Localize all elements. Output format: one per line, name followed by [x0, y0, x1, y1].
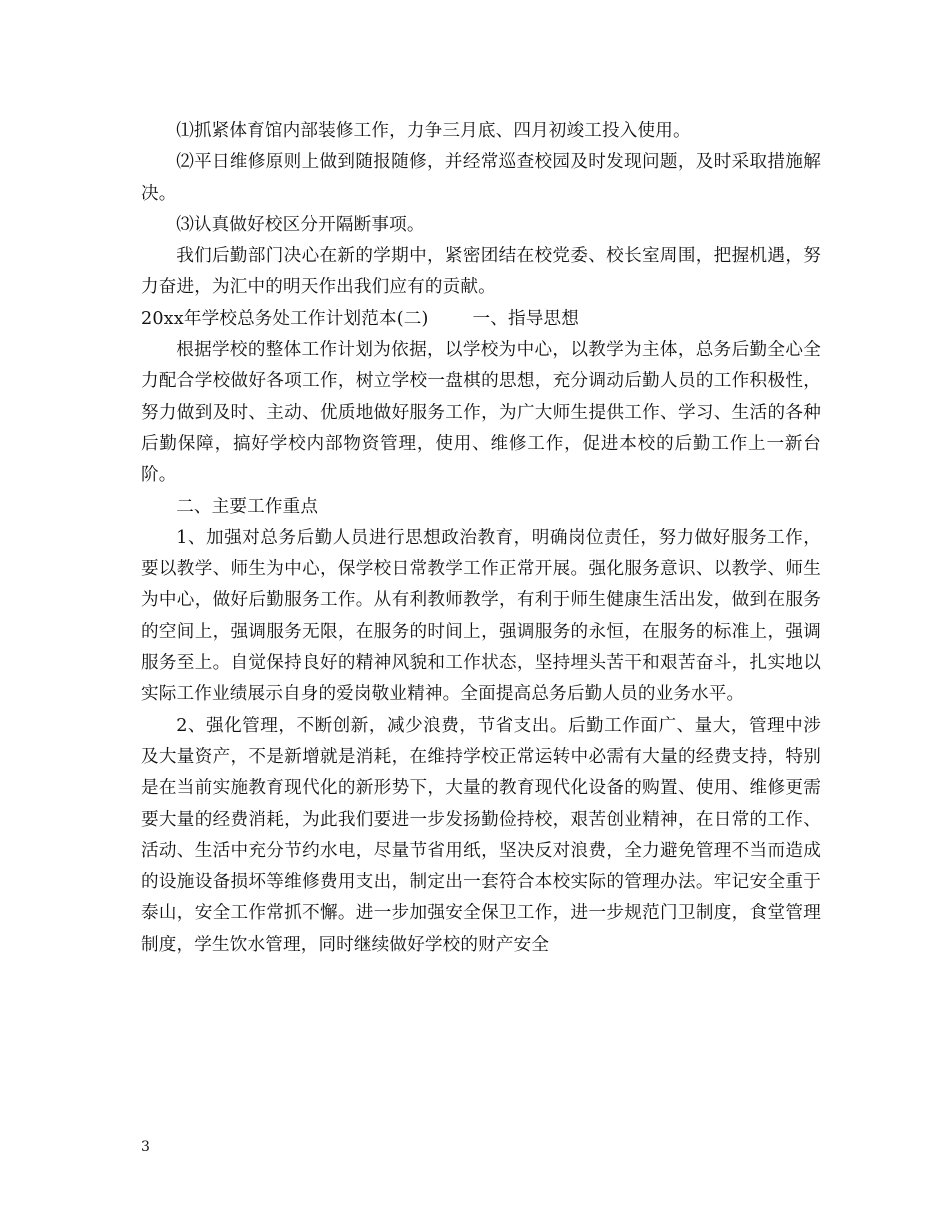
- paragraph-closing: 我们后勤部门决心在新的学期中，紧密团结在校党委、校长室周围，把握机遇，努力奋进，为汇中的明天作出我们应有的贡献。: [141, 246, 821, 298]
- paragraph-item-2: ⑵平日维修原则上做到随报随修，并经常巡查校园及时发现问题，及时采取措施解决。: [141, 152, 821, 204]
- paragraph-item-3: ⑶认真做好校区分开隔断事项。: [176, 214, 425, 235]
- section-title: 20xx年学校总务处工作计划范本(二): [141, 308, 429, 329]
- section-heading-line: [141, 304, 821, 335]
- section-heading-key-work: 二、主要工作重点: [176, 496, 319, 517]
- page-number: 3: [141, 1139, 150, 1155]
- paragraph-guiding-thought: 根据学校的整体工作计划为依据，以学校为中心，以教学为主体，总务后勤全心全力配合学校做好各项工作，树立学校一盘棋的思想，充分调动后勤人员的工作积极性，努力做到及时、主动、优质地做好服务工作，为广大师生提供工作、学习、生活的各种后勤保障，搞好学校内部物资管理，使用、维修工作，促进本校的后勤工作上一新台阶。: [141, 340, 821, 486]
- paragraph-key-work-2: 2、强化管理，不断创新，减少浪费，节省支出。后勤工作面广、量大，管理中涉及大量资产，不是新增就是消耗，在维持学校正常运转中必需有大量的经费支持，特别是在当前实施教育现代化的新形势下，大量的教育现代化设备的购置、使用、维修更需要大量的经费消耗，为此我们要进一步发扬勤俭持校，艰苦创业精神，在日常的工作、活动、生活中充分节约水电，尽量节省用纸，坚决反对浪费，全力避免管理不当而造成的设施设备损坏等维修费用支出，制定出一套符合本校实际的管理办法。牢记安全重于泰山，安全工作常抓不懈。进一步加强安全保卫工作，进一步规范门卫制度，食堂管理制度，学生饮水管理，同时继续做好学校的财产安全: [141, 715, 821, 955]
- section-subtitle: 一、指导思想: [472, 308, 579, 329]
- document-body: [141, 116, 821, 961]
- paragraph-item-1: ⑴抓紧体育馆内部装修工作，力争三月底、四月初竣工投入使用。: [176, 121, 691, 141]
- paragraph-key-work-1: 1、加强对总务后勤人员进行思想政治教育，明确岗位责任，努力做好服务工作，要以教学、师生为中心，保学校日常教学工作正常开展。强化服务意识、以教学、师生为中心，做好后勤服务工作。从有利教师教学，有利于师生健康生活出发，做到在服务的空间上，强调服务无限，在服务的时间上，强调服务的永恒，在服务的标准上，强调服务至上。自觉保持良好的精神风貌和工作状态，坚持埋头苦干和艰苦奋斗，扎实地以实际工作业绩展示自身的爱岗敬业精神。全面提高总务后勤人员的业务水平。: [141, 527, 821, 705]
